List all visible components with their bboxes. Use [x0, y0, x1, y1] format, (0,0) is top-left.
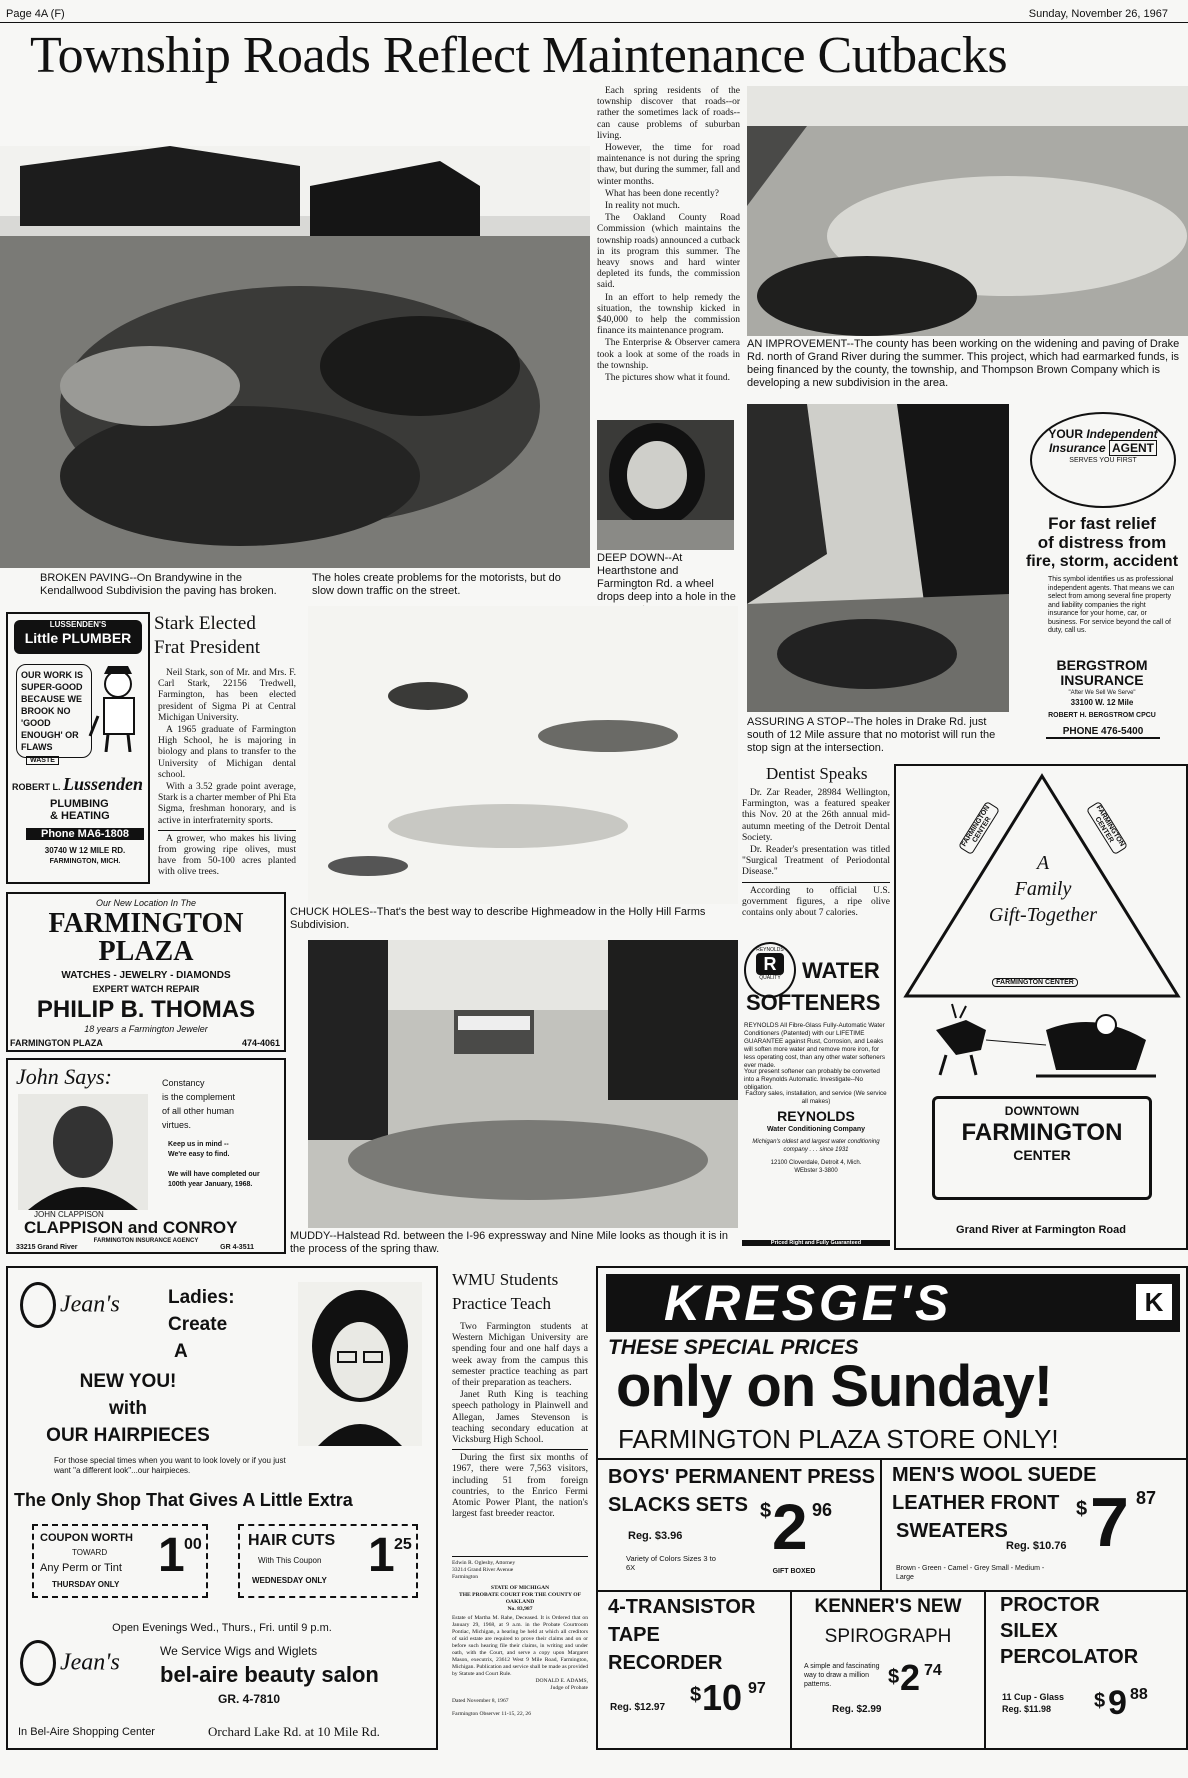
lead-paragraph: Each spring residents of the township discover that roads--or rather the sometimes lack of roads--can cause problems of suburban living. [597, 86, 740, 141]
kresge-banner-logo: K [1136, 1284, 1172, 1320]
coupon-haircut-dollar: 1 [368, 1529, 395, 1582]
stark-headline [154, 612, 298, 660]
lead-story [597, 86, 740, 406]
small-center-sign: FARMINGTON CENTER [992, 978, 1078, 987]
farmington-label: FARMINGTON [961, 1119, 1123, 1146]
item-recorder-name3: RECORDER [608, 1652, 723, 1674]
gift-tagline-2: Family [1014, 878, 1072, 900]
caption-deep-down: DEEP DOWN--At Hearthstone and Farmington Rd. a wheel drops deep into a hole in the [597, 552, 736, 603]
downtown-label: DOWNTOWN [1004, 1104, 1080, 1118]
thomas-plaza [8, 910, 284, 966]
reynolds-sub: Water Conditioning Company [766, 1126, 866, 1133]
coupon-perm-dollar: 1 [158, 1529, 185, 1582]
coupon-haircut-day: WEDNESDAY ONLY [252, 1576, 327, 1585]
kresge-banner [606, 1274, 1180, 1332]
item-slacks-note2: GIFT BOXED [772, 1568, 816, 1575]
legal-court: THE PROBATE COURT FOR THE COUNTY OF OAKLAND [458, 1592, 582, 1605]
reynolds-title2: SOFTENERS [746, 990, 881, 1015]
lead-paragraph: The Enterprise & Observer camera took a look at some of the roads in the township. [597, 338, 740, 371]
item-spirograph-name1: KENNER'S NEW [814, 1596, 962, 1617]
item-slacks-name1: BOYS' PERMANENT PRESS [608, 1466, 876, 1488]
plumber-name-script: Lussenden [63, 774, 144, 794]
coupon-haircut [238, 1524, 418, 1598]
insurance-headline-2: of distress from [1037, 533, 1167, 552]
thomas-line2: EXPERT WATCH REPAIR [92, 984, 200, 994]
legal-state: STATE OF MICHIGAN [490, 1585, 550, 1591]
independent-agent-badge [1030, 412, 1176, 508]
clappison-mind [168, 1140, 229, 1160]
item-recorder-name1: 4-TRANSISTOR [608, 1596, 756, 1618]
plumber-services [50, 798, 110, 822]
badge-insurance: Insurance [1048, 441, 1106, 455]
plumber-name-prefix: ROBERT L. [12, 782, 61, 792]
jeans-logo-o [20, 1282, 56, 1328]
reynolds-body3: Factory sales, installation, and service (We service all makes) [745, 1090, 887, 1105]
insurance-phone: PHONE 476-5400 [1046, 726, 1160, 739]
jeans-headline-3: A [174, 1341, 188, 1362]
reynolds-seal-letter: R [756, 953, 784, 975]
jeans-logo-2-text: Jean's [60, 1649, 120, 1676]
caption-holes-create: The holes create problems for the motorists, but do slow down traffic on the street. [312, 572, 561, 597]
legal-notice [452, 1556, 588, 1718]
farmington-center-ad [894, 764, 1188, 1250]
jeans-service: We Service Wigs and Wiglets [160, 1644, 318, 1658]
coupon-haircut-cents: 25 [394, 1536, 412, 1553]
jeans-logo-2-o [20, 1640, 56, 1686]
item-slacks-cents: 96 [812, 1500, 833, 1520]
wmu-headline [452, 1268, 588, 1316]
jeans-headline-bottom [28, 1368, 228, 1449]
photo-assuring-stop [747, 404, 1009, 712]
lead-paragraph: In an effort to help remedy the situation, the township kicked in $40,000 to help the commission finance its maintenance program. [597, 292, 740, 337]
reynolds-address: 12100 Cloverdale, Detroit 4, Mich. [770, 1160, 862, 1166]
kresge-ad [596, 1266, 1188, 1750]
reynolds-footer: Priced Right and Fully Guaranteed [742, 1240, 890, 1246]
dentist-paragraph: Dr. Zar Reader, 28984 Wellington, Farmington, was a featured speaker this Nov. 20 at the 26th annual mid-autumn meeting of the Detroit Dental Society. [742, 788, 890, 843]
kresge-store: FARMINGTON PLAZA STORE ONLY! [618, 1424, 1059, 1454]
reynolds-name: REYNOLDS [777, 1108, 855, 1124]
caption-broken-paving: BROKEN PAVING--On Brandywine in the Kendallwood Subdivision the paving has broken. [40, 572, 277, 597]
stark-paragraph: Neil Stark, son of Mr. and Mrs. F. Carl Stark, 22156 Tredwell, Farmington, has been elected president of Sigma Pi at Central Michigan University. [158, 668, 296, 723]
jeans-phone: GR. 4-7810 [218, 1692, 281, 1706]
lead-paragraph: The Oakland County Road Commission (which maintains the township roads) announced a cutback in its program this summer. The heavy snows and hard winter depleted its funds, the commission said. [597, 213, 740, 291]
reynolds-body1: REYNOLDS All Fibre-Glass Fully-Automatic Water Conditioners (Patented) with our LIFETIME GUARANTEE against Rust, Corrosion, and Leaks will soften more water and remove more iron, for less operating cost, than any other water softeners ever made. [744, 1022, 886, 1069]
clappison-note-2: 100th year January, 1968. [168, 1181, 253, 1188]
jeans-location: In Bel-Aire Shopping Center [18, 1726, 155, 1738]
jeans-logo [20, 1282, 120, 1328]
clappison-quote-4: virtues. [162, 1120, 192, 1130]
item-sweaters-cents: 87 [1136, 1488, 1157, 1508]
jeans-salon: bel-aire beauty salon [160, 1662, 379, 1687]
reynolds-body2: Your present softener can probably be converted into a Reynolds Automatic. Investigate--No obligation. [744, 1068, 880, 1091]
wmu-paragraph: During the first six months of 1967, there were 7,563 visitors, including 51 from foreign countries, to the Enrico Fermi Atomic Power Plant, the nation's largest fast breeder reactor. [452, 1449, 588, 1520]
reynolds-ad [742, 938, 890, 1258]
coupon-perm [32, 1524, 208, 1598]
legal-header-3: Farmington [452, 1574, 479, 1580]
item-percolator-name2: SILEX [1000, 1620, 1058, 1642]
item-percolator-name3: PERCOLATOR [1000, 1646, 1139, 1668]
center-label: CENTER [1013, 1147, 1071, 1163]
kresge-item-slacks [598, 1458, 882, 1590]
clappison-mind-1: Keep us in mind -- [168, 1141, 229, 1148]
lead-paragraph: The pictures show what it found. [605, 373, 731, 384]
photo-deep-down [597, 420, 734, 550]
plumber-services-1: PLUMBING [50, 798, 109, 810]
jeans-logo-text: Jean's [60, 1291, 120, 1318]
plumber-city: FARMINGTON, MICH. [49, 858, 121, 865]
jeans-ad [6, 1266, 438, 1750]
stark-paragraph: A grower, who makes his living from growing ripe olives, must have from 50-100 acres planted with olive trees. [158, 830, 296, 879]
coupon-perm-cents: 00 [184, 1536, 202, 1553]
kresge-banner-name: KRESGE'S [664, 1275, 953, 1331]
item-slacks-reg: Reg. $3.96 [628, 1530, 683, 1542]
santa-sleigh-illustration [926, 1000, 1166, 1080]
plumber-banner [14, 620, 142, 654]
reynolds-seal-top: REYNOLDS [756, 947, 784, 953]
legal-dated: Dated November 8, 1967 [452, 1698, 509, 1704]
kresge-item-recorder [598, 1590, 792, 1748]
clappison-quote-2: is the complement [162, 1092, 236, 1102]
caption-improvement: AN IMPROVEMENT--The county has been working on the widening and paving of Drake Rd. north of Grand River during the summer. This project, which had earmarked funds, is being financed by the county, the township, and Thompson Brown Company which is developing a new subdivision in the area. [747, 338, 1180, 389]
legal-header-1: Edwin R. Oglesby, Attorney [452, 1560, 516, 1566]
jeans-headline-1: Ladies: [168, 1287, 235, 1308]
dentist-paragraph: Dr. Reader's presentation was titled "Surgical Treatment of Periodontal Disease." [742, 845, 890, 878]
kresge-item-spirograph [792, 1590, 986, 1748]
clappison-quote [162, 1076, 235, 1132]
clappison-title: John Says: [16, 1064, 112, 1089]
clappison-agency: FARMINGTON INSURANCE AGENCY [93, 1238, 199, 1244]
stark-story [158, 668, 296, 880]
insurance-body: This symbol identifies us as professional independent agents. That means we can select from among several fine property and liability companies the right insurance for your home, car, or business. For service beyond the call of duty, call us. [1048, 576, 1175, 634]
plumber-address: 30740 W 12 MILE RD. [44, 846, 126, 855]
item-spirograph-cents: 74 [924, 1662, 942, 1679]
stark-headline-2: Frat President [154, 637, 261, 658]
item-percolator-note: 11 Cup - Glass [1002, 1692, 1065, 1702]
clappison-photo-label: JOHN CLAPPISON [34, 1210, 104, 1219]
clappison-mind-2: We're easy to find. [168, 1151, 230, 1158]
gift-tagline [936, 850, 1150, 928]
insurance-company-1: BERGSTROM [1056, 657, 1148, 673]
legal-pub: Farmington Observer 11-15, 22, 26 [452, 1711, 532, 1717]
header-rule [0, 22, 1188, 23]
plumber-banner-main: Little PLUMBER [24, 630, 132, 646]
coupon-perm-title: COUPON WORTH [40, 1532, 133, 1544]
thomas-ad [6, 892, 286, 1052]
dentist-headline: Dentist Speaks [766, 764, 868, 783]
dentist-paragraph: According to official U.S. government figures, a ripe olive contains only about 7 calories. [742, 882, 890, 920]
reynolds-tag: Michigan's oldest and largest water conditioning company . . . since 1931 [752, 1139, 880, 1153]
gift-tagline-3: Gift-Together [988, 904, 1098, 926]
jeans-logo-2 [20, 1640, 120, 1686]
clappison-phone: GR 4-3511 [220, 1244, 254, 1251]
clappison-address: 33215 Grand River [16, 1244, 78, 1251]
legal-judge-1: DONALD E. ADAMS, [535, 1678, 588, 1684]
coupon-perm-toward: TOWARD [72, 1548, 108, 1557]
item-percolator-name1: PROCTOR [1000, 1594, 1100, 1616]
photo-improvement [747, 86, 1188, 336]
jeans-headline-5: with [109, 1398, 147, 1419]
badge-your: YOUR [1048, 427, 1083, 441]
thomas-location: FARMINGTON PLAZA [10, 1038, 103, 1048]
item-spirograph-note: A simple and fascinating way to draw a million patterns. [804, 1663, 880, 1688]
legal-header-2: 33214 Grand River Avenue [452, 1567, 514, 1573]
photo-muddy [308, 940, 738, 1228]
stark-paragraph: With a 3.52 grade point average, Stark is a charter member of Phi Eta Sigma, freshman honorary, and is active in interfraternity sports. [158, 782, 296, 826]
badge-serves: SERVES YOU FIRST [1069, 457, 1137, 464]
item-percolator-dollars: 9 [1108, 1684, 1127, 1722]
page-date: Sunday, November 26, 1967 [1028, 8, 1168, 20]
stark-headline-1: Stark Elected [154, 613, 256, 634]
caption-muddy: MUDDY--Halstead Rd. between the I-96 expressway and Nine Mile looks as though it is in the process of the spring thaw. [290, 1230, 728, 1255]
insurance-headline-1: For fast relief [1048, 514, 1156, 533]
lead-paragraph: What has been done recently? [605, 188, 719, 199]
coupon-haircut-desc: With This Coupon [258, 1556, 322, 1565]
farmington-center-footer: Grand River at Farmington Road [956, 1224, 1126, 1236]
thomas-top: Our New Location In The [95, 898, 197, 908]
plumber-cartoon [88, 666, 144, 752]
coupon-perm-day: THURSDAY ONLY [52, 1580, 120, 1589]
item-sweaters-note: Brown - Green - Camel - Grey Small - Medium - Large [896, 1565, 1045, 1581]
insurance-slogan: "After We Sell We Serve" [1068, 690, 1136, 696]
thomas-line1: WATCHES - JEWELRY - DIAMONDS [61, 970, 231, 981]
item-percolator-currency: $ [1094, 1690, 1106, 1712]
triangle-badge-left: FARMINGTON CENTER [958, 801, 1000, 855]
legal-no: No. 83,987 [507, 1606, 533, 1612]
item-spirograph-name2: SPIROGRAPH [824, 1626, 952, 1647]
wmu-story [452, 1322, 588, 1521]
thomas-phone: 474-4061 [241, 1038, 280, 1048]
item-spirograph-dollars: 2 [900, 1657, 921, 1698]
item-slacks-dollars: 2 [772, 1491, 808, 1563]
insurance-agent: ROBERT H. BERGSTROM CPCU [1048, 712, 1156, 719]
kresge-sunday: only on Sunday! [616, 1354, 1053, 1419]
item-recorder-cents: 97 [748, 1680, 766, 1697]
plumber-speech: OUR WORK IS SUPER-GOOD BECAUSE WE BROOK NO 'GOOD ENOUGH' OR FLAWS [16, 664, 92, 758]
wmu-headline-2: Practice Teach [452, 1294, 552, 1313]
plumber-ad [6, 612, 150, 884]
kresge-special: THESE SPECIAL PRICES [608, 1336, 859, 1359]
insurance-address: 33100 W. 12 Mile [1070, 698, 1134, 707]
insurance-headline-3: fire, storm, accident [1025, 553, 1179, 570]
badge-agent: AGENT [1109, 440, 1157, 456]
thomas-plaza-1: FARMINGTON [48, 908, 244, 939]
photo-broken-paving [0, 146, 590, 568]
item-slacks-currency: $ [760, 1500, 772, 1522]
item-sweaters-name1: MEN'S WOOL SUEDE [892, 1464, 1097, 1486]
photo-john-clappison [18, 1094, 148, 1210]
plumber-waste: WASTE [26, 756, 59, 765]
kresge-item-percolator [986, 1590, 1186, 1748]
photo-jeans-model [298, 1282, 422, 1446]
caption-chuck-holes: CHUCK HOLES--That's the best way to describe Highmeadow in the Holly Hill Farms Subdivision. [290, 906, 706, 931]
jeans-hours: Open Evenings Wed., Thurs., Fri. until 9 p.m. [112, 1622, 332, 1634]
jeans-headline-6: OUR HAIRPIECES [46, 1425, 210, 1446]
jeans-headline-2: Create [168, 1314, 228, 1335]
jeans-body: For those special times when you want to look lovely or if you just want "a different look"...our hairpieces. [54, 1456, 286, 1475]
dentist-story [742, 788, 890, 920]
reynolds-seal-bottom: QUALITY [759, 975, 781, 981]
page-label: Page 4A (F) [6, 8, 65, 20]
item-recorder-dollars: 10 [702, 1677, 743, 1718]
clappison-ad [6, 1058, 286, 1254]
stark-paragraph: A 1965 graduate of Farmington High School, he is majoring in biology and plans to transfer to the University of Michigan dental school. [158, 725, 296, 780]
item-recorder-name2: TAPE [608, 1624, 660, 1646]
clappison-note [168, 1170, 260, 1190]
item-sweaters-name2: LEATHER FRONT [892, 1492, 1060, 1514]
wmu-paragraph: Two Farmington students at Western Michigan University are spending four and one half days a week away from the campus this semester practice teaching as part of their preparation as teachers. [452, 1322, 588, 1389]
insurance-headline [1016, 514, 1188, 571]
legal-body: Estate of Martha M. Rahe, Deceased. It is Ordered that on January 29, 1968, at 9 a.m. in the Probate Courtroom Pontiac, Michigan, a hearing be held at which all creditors of said estate are required to prove their claims and on or before such hearing file their claims, in writing and under oath, with the Court, and serve a copy upon Margaret Mason, executrix, 23612 West 9 Mile Road, Farmington, Michigan. Publication and service shall be made as provided by Statute and Court Rule. [452, 1615, 588, 1677]
plumber-banner-top: LUSSENDEN'S [49, 620, 107, 629]
insurance-company-2: INSURANCE [1060, 672, 1144, 688]
reynolds-title1: WATER [802, 958, 880, 983]
item-percolator-cents: 88 [1130, 1686, 1148, 1703]
plumber-services-2: & HEATING [50, 810, 110, 822]
lead-paragraph: However, the time for road maintenance is not during the spring thaw, but during the summer, fall and winter months. [597, 143, 740, 187]
item-recorder-reg: Reg. $12.97 [610, 1702, 666, 1713]
coupon-perm-desc: Any Perm or Tint [40, 1562, 122, 1574]
reynolds-phone: WEbster 3-3800 [794, 1168, 838, 1174]
legal-judge-2: Judge of Probate [550, 1685, 588, 1691]
photo-chuck-holes [308, 606, 738, 904]
item-slacks-name2: SLACKS SETS [608, 1494, 749, 1516]
headline: Township Roads Reflect Maintenance Cutbacks [30, 27, 1008, 84]
item-sweaters-dollars: 7 [1090, 1483, 1129, 1561]
item-slacks-note: Variety of Colors Sizes 3 to 6X [626, 1554, 716, 1572]
plumber-phone: Phone MA6-1808 [26, 828, 144, 840]
clappison-quote-3: of all other human [162, 1106, 235, 1116]
insurance-company [1016, 658, 1188, 688]
jeans-headline-top [168, 1284, 235, 1365]
jeans-slogan: The Only Shop That Gives A Little Extra [14, 1490, 353, 1510]
item-spirograph-currency: $ [888, 1666, 900, 1688]
item-sweaters-name3: SWEATERS [896, 1520, 1008, 1542]
clappison-note-1: We will have completed our [168, 1171, 260, 1178]
wmu-paragraph: Janet Ruth King is teaching speech pathology in Plainwell and Allegan, James Stevenson is teaching secondary education at Vicksburg High School. [452, 1390, 588, 1446]
coupon-haircut-title: HAIR CUTS [248, 1532, 336, 1549]
caption-assuring-stop: ASSURING A STOP--The holes in Drake Rd. just south of 12 Mile assure that no motorist will run the stop sign at the intersection. [747, 716, 996, 754]
item-percolator-reg: Reg. $11.98 [1002, 1704, 1052, 1714]
item-sweaters-reg: Reg. $10.76 [1006, 1540, 1067, 1552]
item-spirograph-reg: Reg. $2.99 [832, 1704, 882, 1715]
insurance-ad [1016, 404, 1188, 750]
wmu-headline-1: WMU Students [452, 1270, 559, 1289]
gift-tagline-1: A [1036, 852, 1050, 874]
jeans-headline-4: NEW YOU! [79, 1371, 177, 1392]
thomas-plaza-2: PLAZA [98, 936, 194, 967]
plumber-name [12, 774, 148, 795]
badge-independent: Independent [1086, 427, 1158, 441]
triangle-badge-right: FARMINGTON CENTER [1086, 801, 1128, 855]
item-sweaters-currency: $ [1076, 1498, 1088, 1520]
downtown-sign [932, 1096, 1152, 1200]
thomas-tagline: 18 years a Farmington Jeweler [84, 1024, 208, 1034]
clappison-firm: CLAPPISON and CONROY [24, 1218, 238, 1237]
jeans-address: Orchard Lake Rd. at 10 Mile Rd. [208, 1724, 380, 1739]
kresge-item-sweaters [882, 1458, 1186, 1590]
thomas-name: PHILIP B. THOMAS [36, 996, 256, 1023]
lead-paragraph: In reality not much. [605, 201, 680, 212]
clappison-quote-1: Constancy [162, 1078, 205, 1088]
item-recorder-currency: $ [690, 1684, 702, 1706]
